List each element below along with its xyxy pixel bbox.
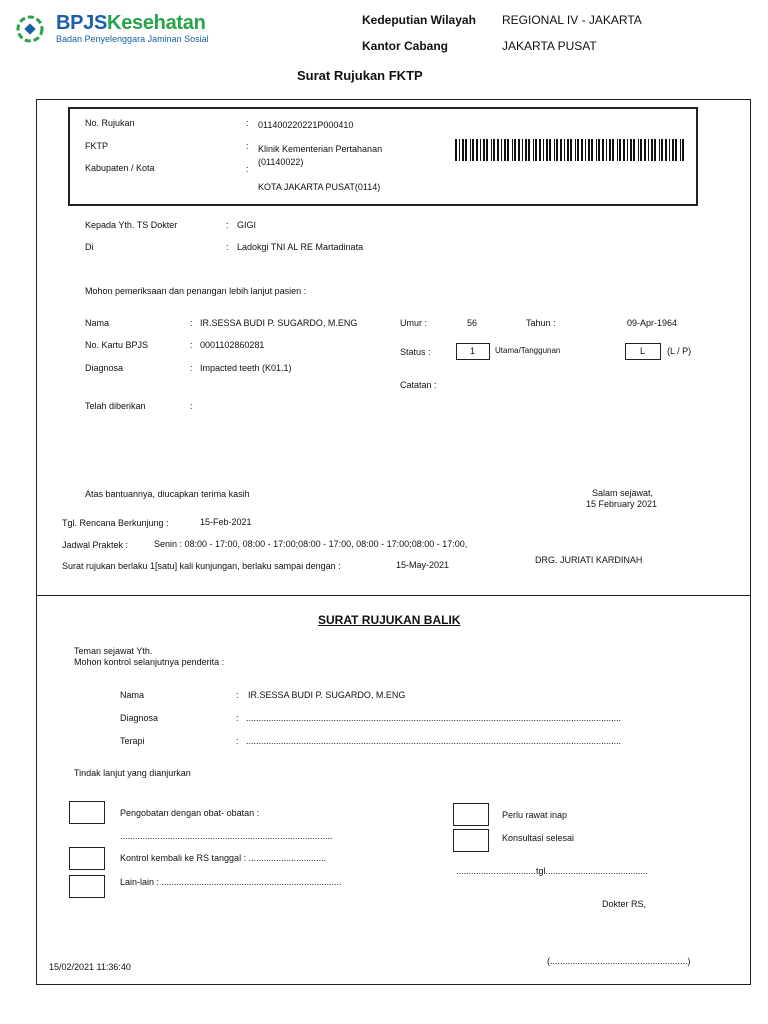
balik-greeting-2: Mohon kontrol selanjutnya penderita :	[74, 657, 225, 667]
page-title: Surat Rujukan FKTP	[297, 68, 423, 83]
barcode-bar	[512, 139, 513, 161]
barcode-bar	[462, 139, 464, 161]
checkbox-pengobatan[interactable]	[69, 801, 105, 824]
status-desc: Utama/Tanggunan	[495, 346, 561, 355]
checkbox-rawat-inap[interactable]	[453, 803, 489, 826]
umur-value: 56	[467, 318, 478, 328]
barcode-bar	[675, 139, 677, 161]
barcode-bar	[680, 139, 681, 161]
barcode-bar	[654, 139, 656, 161]
balik-diagnosa-dots: ......................................................................................................................................................	[246, 713, 622, 723]
opt-kontrol-label: Kontrol kembali ke RS tanggal : ...............................	[120, 853, 327, 863]
balik-title: SURAT RUJUKAN BALIK	[318, 613, 461, 627]
kepada-label: Kepada Yth. TS Dokter	[85, 220, 178, 230]
opt-rawat-label: Perlu rawat inap	[502, 810, 568, 820]
barcode-bar	[554, 139, 555, 161]
barcode-bar	[581, 139, 583, 161]
barcode-bar	[609, 139, 611, 161]
barcode-bar	[648, 139, 649, 161]
barcode-bar	[672, 139, 674, 161]
tahun-value: 09-Apr-1964	[627, 318, 678, 328]
bpjs-card-value: 0001102860281	[200, 340, 265, 350]
colon: :	[190, 340, 193, 350]
diberikan-label: Telah diberikan	[85, 401, 146, 411]
fktp-value-line1: Klinik Kementerian Pertahanan	[258, 144, 383, 154]
colon: :	[236, 736, 239, 746]
barcode-bar	[567, 139, 569, 161]
barcode-bar	[556, 139, 558, 161]
barcode-bar	[504, 139, 506, 161]
colon: :	[246, 118, 249, 128]
print-timestamp: 15/02/2021 11:36:40	[49, 962, 131, 972]
barcode-bar	[661, 139, 663, 161]
barcode-bar	[472, 139, 474, 161]
barcode-bar	[514, 139, 516, 161]
barcode-bar	[465, 139, 467, 161]
barcode-bar	[638, 139, 639, 161]
kabupaten-value: KOTA JAKARTA PUSAT(0114)	[258, 182, 381, 192]
barcode-bar	[633, 139, 635, 161]
balik-diagnosa-label: Diagnosa	[120, 713, 159, 723]
status-label: Status :	[400, 347, 431, 357]
tgl-line: ................................tgl.........................................	[456, 866, 649, 876]
catatan-label: Catatan :	[400, 380, 437, 390]
barcode-bar	[606, 139, 607, 161]
barcode-bar	[476, 139, 478, 161]
barcode-bar	[497, 139, 499, 161]
umur-label: Umur :	[400, 318, 427, 328]
barcode-bar	[528, 139, 530, 161]
barcode-bar	[596, 139, 597, 161]
colon: :	[246, 164, 249, 174]
no-rujukan-value: 011400220221P000410	[258, 120, 354, 130]
barcode-bar	[577, 139, 579, 161]
bpjs-card-label: No. Kartu BPJS	[85, 340, 149, 350]
fktp-label: FKTP	[85, 141, 109, 151]
balik-terapi-label: Terapi	[120, 736, 145, 746]
colon: :	[236, 690, 239, 700]
barcode-bar	[455, 139, 457, 161]
kabupaten-label: Kabupaten / Kota	[85, 163, 155, 173]
barcode-bar	[522, 139, 523, 161]
barcode-bar	[491, 139, 492, 161]
balik-greeting-1: Teman sejawat Yth.	[74, 646, 153, 656]
barcode-bar	[533, 139, 534, 161]
diagnosa-value: Impacted teeth (K01.1)	[200, 363, 292, 373]
berlaku-value: 15-May-2021	[396, 560, 450, 570]
colon: :	[246, 141, 249, 151]
balik-nama-value: IR.SESSA BUDI P. SUGARDO, M.ENG	[248, 690, 406, 700]
kantor-cabang-value: JAKARTA PUSAT	[502, 39, 597, 53]
opt-lain-label: Lain-lain : ........................................................................	[120, 877, 342, 887]
barcode-bar	[591, 139, 593, 161]
logo-tagline: Badan Penyelenggara Jaminan Sosial	[56, 34, 209, 44]
barcode-bar	[644, 139, 646, 161]
barcode-bar	[564, 139, 565, 161]
checkbox-kontrol[interactable]	[69, 847, 105, 870]
tahun-label: Tahun :	[526, 318, 556, 328]
barcode-bar	[459, 139, 460, 161]
barcode-bar	[588, 139, 590, 161]
barcode-bar	[518, 139, 520, 161]
barcode-bar	[549, 139, 551, 161]
barcode-bar	[483, 139, 485, 161]
barcode-bar	[543, 139, 544, 161]
logo-brand-bpjs: BPJS	[56, 12, 108, 34]
colon: :	[226, 220, 229, 230]
logo-brand-kesehatan: Kesehatan	[107, 12, 206, 34]
letter-date: 15 February 2021	[586, 499, 658, 509]
barcode-bar	[598, 139, 600, 161]
jadwal-label: Jadwal Praktek :	[62, 540, 129, 550]
patient-name-label: Nama	[85, 318, 110, 328]
barcode	[455, 139, 685, 161]
kantor-cabang-label: Kantor Cabang	[362, 39, 449, 53]
gender-desc: (L / P)	[667, 346, 692, 356]
barcode-bar	[507, 139, 509, 161]
barcode-bar	[486, 139, 488, 161]
barcode-bar	[560, 139, 562, 161]
barcode-bar	[535, 139, 537, 161]
barcode-bar	[585, 139, 586, 161]
barcode-bar	[617, 139, 618, 161]
barcode-bar	[546, 139, 548, 161]
gender-value: L	[640, 346, 646, 356]
barcode-bar	[665, 139, 667, 161]
opt-konsul-label: Konsultasi selesai	[502, 833, 575, 843]
di-label: Di	[85, 242, 94, 252]
checkbox-lain-lain[interactable]	[69, 875, 105, 898]
request-text: Mohon pemeriksaan dan penangan lebih lanjut pasien :	[85, 286, 307, 296]
fktp-value-line2: (01140022)	[258, 157, 304, 167]
colon: :	[190, 318, 193, 328]
barcode-bar	[602, 139, 604, 161]
dokter-rs-label: Dokter RS,	[602, 899, 647, 909]
barcode-bar	[630, 139, 632, 161]
rencana-value: 15-Feb-2021	[200, 517, 252, 527]
barcode-bar	[470, 139, 471, 161]
barcode-bar	[575, 139, 576, 161]
barcode-bar	[627, 139, 628, 161]
bpjs-emblem-icon	[16, 14, 44, 44]
barcode-bar	[659, 139, 660, 161]
barcode-bar	[669, 139, 670, 161]
jadwal-value: Senin : 08:00 - 17:00, 08:00 - 17:00;08:00 - 17:00, 08:00 - 17:00;08:00 - 17:00,	[154, 539, 468, 549]
kedeputian-value: REGIONAL IV - JAKARTA	[502, 13, 642, 27]
barcode-bar	[525, 139, 527, 161]
barcode-bar	[651, 139, 653, 161]
balik-terapi-dots: ......................................................................................................................................................	[246, 736, 622, 746]
di-value: Ladokgi TNI AL RE Martadinata	[237, 242, 364, 252]
status-value: 1	[470, 346, 476, 356]
barcode-bar	[480, 139, 481, 161]
signature-line: (.......................................................)	[547, 956, 691, 966]
no-rujukan-label: No. Rujukan	[85, 118, 135, 128]
berlaku-text: Surat rujukan berlaku 1[satu] kali kunjungan, berlaku sampai dengan :	[62, 561, 341, 571]
colon: :	[236, 713, 239, 723]
salam-text: Salam sejawat,	[592, 488, 654, 498]
barcode-bar	[570, 139, 572, 161]
barcode-bar	[612, 139, 614, 161]
section-divider	[36, 595, 751, 596]
colon: :	[190, 363, 193, 373]
colon: :	[190, 401, 193, 411]
barcode-bar	[501, 139, 502, 161]
opt-pengobatan-label: Pengobatan dengan obat- obatan :	[120, 808, 260, 818]
kedeputian-label: Kedeputian Wilayah	[362, 13, 476, 27]
barcode-bar	[640, 139, 642, 161]
patient-name-value: IR.SESSA BUDI P. SUGARDO, M.ENG	[200, 318, 358, 328]
barcode-bar	[623, 139, 625, 161]
diagnosa-label: Diagnosa	[85, 363, 124, 373]
colon: :	[226, 242, 229, 252]
thanks-text: Atas bantuannya, diucapkan terima kasih	[85, 489, 250, 499]
referring-doctor: DRG. JURIATI KARDINAH	[535, 555, 643, 565]
rencana-label: Tgl. Rencana Berkunjung :	[62, 518, 169, 528]
balik-nama-label: Nama	[120, 690, 145, 700]
obat-dots: .....................................................................................	[120, 831, 333, 841]
kepada-value: GIGI	[237, 220, 257, 230]
tindak-lanjut-label: Tindak lanjut yang dianjurkan	[74, 768, 191, 778]
barcode-bar	[493, 139, 495, 161]
barcode-bar	[619, 139, 621, 161]
barcode-bar	[682, 139, 684, 161]
barcode-bar	[539, 139, 541, 161]
checkbox-konsultasi[interactable]	[453, 829, 489, 852]
